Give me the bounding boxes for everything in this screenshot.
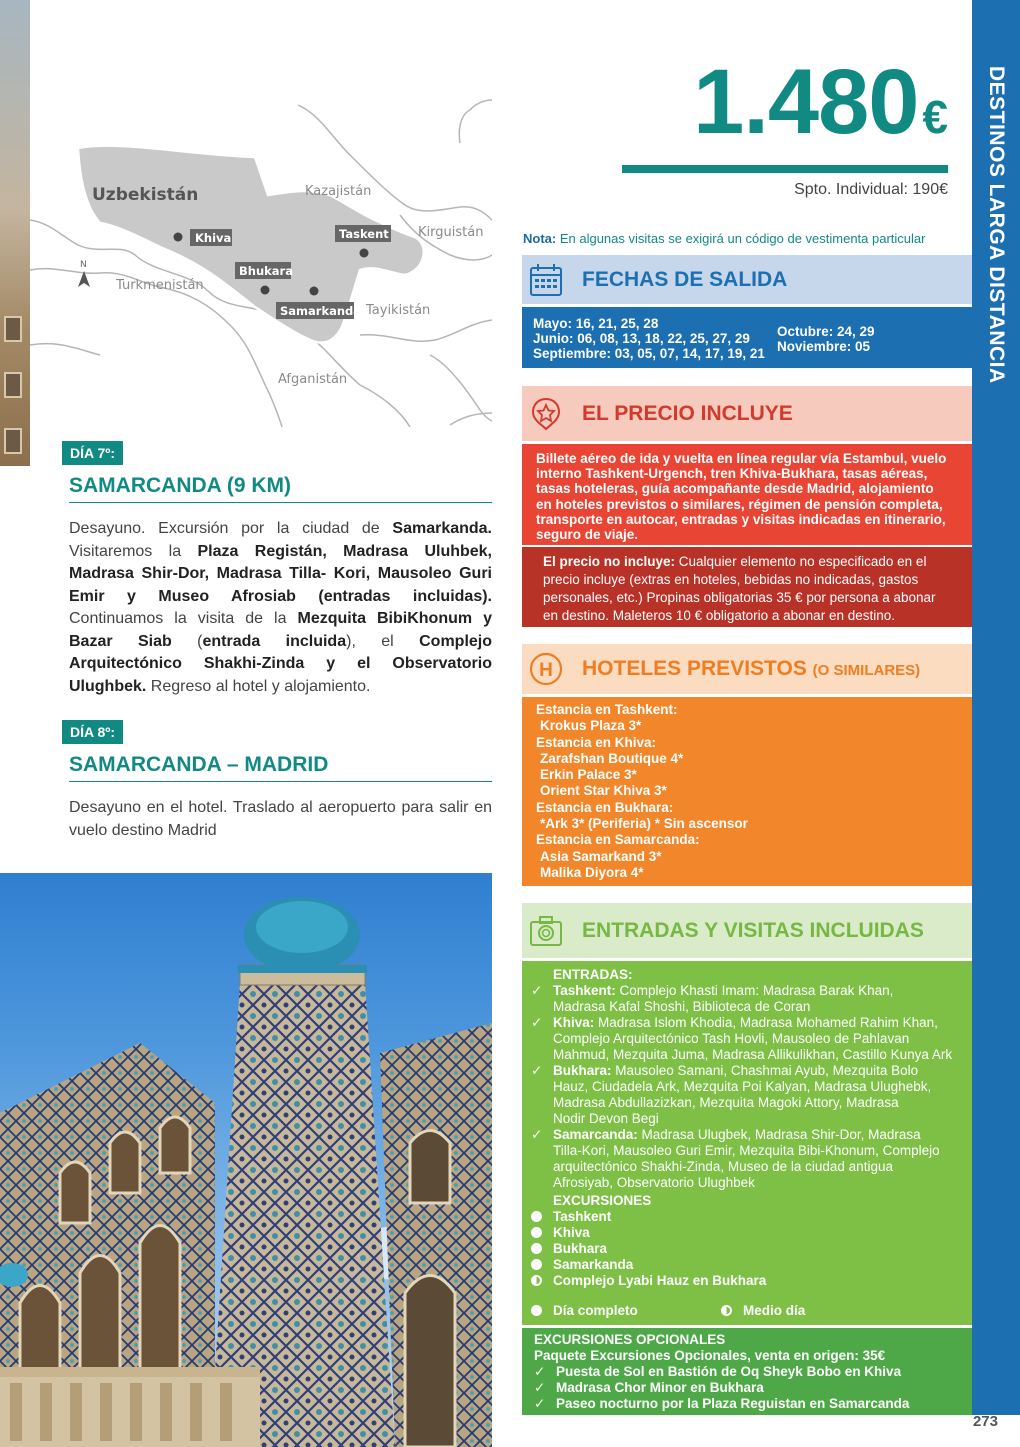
excursion-name: Khiva: [553, 1225, 590, 1240]
hotel-city-label: Estancia en Bukhara:: [536, 799, 674, 815]
description-segment: Mezquita BibiKhonum y Bazar Siab: [69, 610, 493, 650]
hotels-title-text: HOTELES PREVISTOS: [582, 657, 807, 680]
day-7-description: [69, 518, 492, 698]
camera-icon: [528, 913, 564, 949]
entry-line-text: Mahmud, Mezquita Juma, Madrasa Allikulikhan, Castillo Kunya Ark: [553, 1047, 953, 1062]
full-day-circle-icon: [531, 1211, 542, 1222]
optional-item: Puesta de Sol en Bastión de Oq Sheyk Bobo en Khiva: [556, 1364, 902, 1379]
dates-line: Junio: 06, 08, 13, 18, 22, 25, 27, 29: [533, 331, 750, 346]
day-8-title: SAMARCANDA – MADRID: [69, 753, 492, 782]
includes-line: interno Tashkent-Urgench, tren Khiva-Bukhara, tasas aéreas,: [536, 466, 928, 482]
description-segment: Continuamos la visita de la: [69, 610, 298, 627]
check-icon: ✓: [531, 1063, 543, 1078]
legend-half-day: [721, 1303, 805, 1319]
half-day-circle-icon: [531, 1275, 542, 1286]
dates-line: Noviembre: 05: [777, 339, 871, 354]
dates-right-column: [777, 324, 875, 354]
full-day-circle-icon: [531, 1259, 542, 1270]
madrasa-photo: [0, 873, 492, 1447]
bullet: [531, 1209, 553, 1225]
entry-city: Khiva:: [553, 1015, 595, 1030]
excludes-label: El precio no incluye:: [543, 554, 676, 569]
entry-city: Samarcanda:: [553, 1127, 638, 1142]
description-segment: Desayuno. Excursión por la ciudad de: [69, 520, 393, 537]
hotel-city-label: Estancia en Tashkent:: [536, 702, 678, 717]
entry-line-text: Madrasa Kafal Shoshi, Biblioteca de Coran: [553, 999, 811, 1014]
includes-line: tasas hoteleras, guía acompañante desde Madrid, alojamiento: [536, 481, 934, 497]
excursion-name: Samarkanda: [553, 1257, 634, 1272]
check-icon: ✓: [534, 1396, 546, 1411]
description-segment: Complejo Arquitectónico Shakhi-Zinda y el Observatorio Ulughbek.: [69, 632, 492, 695]
price-block: [622, 51, 948, 153]
madrasa-illustration: [0, 873, 492, 1447]
entry-line-text: Complejo Arquitectónico Tash Hovli, Mausoleo de Pahlavan: [553, 1031, 910, 1046]
entry-line: [553, 1111, 931, 1127]
price-value: 1.480: [693, 51, 919, 153]
dates-left-column: [533, 316, 765, 361]
list-item: [531, 1015, 967, 1063]
entry-line-text: arquitectónico Shakhi-Zinda, Museo de la ciudad antigua: [553, 1159, 893, 1174]
map-label-kazakhstan: Kazajistán: [305, 184, 372, 199]
entries-label: ENTRADAS:: [553, 967, 633, 982]
departure-dates-header: [522, 255, 972, 304]
list-item: [534, 1380, 960, 1396]
full-day-circle-icon: [531, 1305, 542, 1316]
entry-line-text: Madrasa Islom Khodia, Madrasa Mohamed Rahim Khan,: [594, 1015, 938, 1030]
map-label-afghanistan: Afganistán: [278, 372, 348, 387]
description-segment: Regreso al hotel y alojamiento.: [146, 677, 371, 695]
entry-city: Bukhara:: [553, 1063, 612, 1078]
hotel-name: Erkin Palace 3*: [540, 767, 637, 783]
optional-excursions-body: [522, 1328, 972, 1415]
section-title-vertical: DESTINOS LARGA DISTANCIA: [985, 66, 1008, 384]
hotel-city-label: Estancia en Khiva:: [536, 734, 657, 750]
excludes-line: personales, etc.) Propinas obligatorias 35 € por persona a abonar: [543, 590, 936, 605]
hotels-header: [522, 644, 972, 694]
includes-line: transporte en autocar, entradas y visitas indicadas en itinerario,: [536, 511, 946, 527]
map-label-turkmenistan: Turkmenistán: [116, 278, 204, 293]
calendar-icon: [528, 262, 564, 298]
map-label-tajikistan: Tayikistán: [366, 303, 431, 318]
hotel-name: Orient Star Khiva 3*: [540, 783, 667, 799]
list-item: [531, 1063, 967, 1127]
entry-text: [553, 983, 893, 1015]
list-item: [531, 1225, 967, 1241]
entry-line-text: Complejo Khasti Imam: Madrasa Barak Khan,: [615, 983, 894, 998]
svg-text:H: H: [539, 660, 553, 681]
includes-line: Billete aéreo de ida y vuelta en línea regular vía Estambul, vuelo: [536, 451, 947, 466]
day-7-badge: DÍA 7º:: [62, 441, 123, 465]
dates-line: Octubre: 24, 29: [777, 324, 875, 339]
single-supplement: Spto. Individual: 190€: [794, 181, 948, 198]
entry-line: [553, 1015, 952, 1031]
entries-list: [531, 967, 967, 1289]
hotel-name: Zarafshan Boutique 4*: [540, 750, 684, 766]
city-tashkent: Taskent: [339, 227, 389, 241]
city-khiva: Khiva: [195, 231, 232, 245]
list-item: [531, 1127, 967, 1191]
excursion-name: Bukhara: [553, 1241, 608, 1256]
price-includes-body: [522, 444, 972, 545]
left-photo-edge: [0, 0, 30, 466]
check-icon: ✓: [534, 1380, 546, 1395]
optional-title: EXCURSIONES OPCIONALES: [534, 1332, 726, 1347]
half-day-circle-icon: [721, 1305, 732, 1316]
day-8-description: [69, 797, 492, 842]
excludes-line: precio incluye (extras en hoteles, bebidas no indicadas, gastos: [543, 572, 919, 587]
hotel-name: *Ark 3* (Periferia) * Sin ascensor: [540, 816, 748, 832]
price-divider: [622, 165, 948, 173]
list-item: [534, 1364, 960, 1380]
dates-line: Septiembre: 03, 05, 07, 14, 17, 19, 21: [533, 346, 765, 361]
window-shape: [4, 372, 22, 398]
dates-line: Mayo: 16, 21, 25, 28: [533, 316, 659, 331]
check-icon: ✓: [534, 1364, 546, 1379]
check-icon: ✓: [531, 1015, 543, 1030]
entry-line: [553, 1159, 940, 1175]
entry-line-text: Mausoleo Samani, Chashmai Ayub, Mezquita Bolo: [611, 1063, 919, 1078]
bullet: [531, 1273, 553, 1289]
entry-line-text: Madrasa Abdullazizkan, Mezquita Magoki Attory, Madrasa: [553, 1095, 899, 1110]
list-item: [531, 1273, 967, 1289]
entry-line-text: Afrosiyab, Observatorio Ulughbek: [553, 1175, 755, 1190]
window-shape: [4, 316, 22, 342]
dress-code-note: [523, 231, 925, 246]
price-excludes-body: [522, 547, 972, 627]
hotel-city-label: Estancia en Samarcanda:: [536, 832, 700, 848]
entry-line: [553, 1143, 940, 1159]
price-currency: €: [922, 91, 948, 143]
page-number: 273: [972, 1413, 998, 1430]
route-map: [30, 95, 492, 427]
entries-title: ENTRADAS Y VISITAS INCLUIDAS: [582, 918, 924, 942]
description-segment: Desayuno en el hotel. Traslado al aeropuerto para salir en vuelo destino Madrid: [69, 799, 492, 839]
departure-dates-body: [522, 307, 972, 368]
excursion-name: Tashkent: [553, 1209, 612, 1224]
entry-line: [553, 1047, 952, 1063]
check-icon: ✓: [531, 1127, 543, 1142]
includes-line: seguro de viaje.: [536, 527, 639, 543]
day-7-title: SAMARCANDA (9 KM): [69, 474, 492, 503]
entries-body: [522, 961, 972, 1325]
check-icon: ✓: [531, 983, 543, 998]
map-country-label: Uzbekistán: [92, 185, 199, 205]
hotel-name: Asia Samarkand 3*: [540, 848, 662, 864]
list-item: [531, 1209, 967, 1225]
excludes-line: Cualquier elemento no especificado en el: [675, 554, 927, 569]
bullet: [531, 1241, 553, 1257]
optional-item: Madrasa Chor Minor en Bukhara: [556, 1380, 764, 1395]
optional-package: Paquete Excursiones Opcionales, venta en origen: 35€: [534, 1348, 886, 1363]
side-band: [972, 0, 1020, 1415]
entry-line-text: Tilla-Kori, Mausoleo Guri Emir, Mezquita Bibi-Khonum, Complejo: [553, 1143, 940, 1158]
description-segment: entrada incluida: [202, 632, 347, 650]
bullet: [531, 1257, 553, 1273]
excursion-legend: [531, 1303, 967, 1319]
entry-line: [553, 1063, 931, 1079]
price-includes-header: [522, 386, 972, 441]
bullet: [531, 1225, 553, 1241]
hotel-name: Malika Diyora 4*: [540, 864, 644, 880]
includes-line: en hoteles previstos o similares, régimen de pensión completa,: [536, 496, 943, 512]
legend-half-label: Medio día: [743, 1303, 806, 1318]
description-segment: (: [171, 632, 203, 650]
entry-text: [553, 1015, 952, 1063]
hotels-body: [522, 697, 972, 886]
note-label: Nota:: [523, 231, 557, 246]
entry-line: [553, 1079, 931, 1095]
hotels-title: [582, 657, 920, 681]
entry-line-text: Madrasa Ulugbek, Madrasa Shir-Dor, Madrasa: [637, 1127, 921, 1142]
window-shape: [4, 428, 22, 454]
optional-item: Paseo nocturno por la Plaza Reguistan en Samarcanda: [556, 1396, 910, 1411]
list-item: [531, 1257, 967, 1273]
day-8-badge: DÍA 8º:: [62, 720, 123, 744]
hotels-title-suffix: (O SIMILARES): [812, 662, 921, 679]
description-segment: ), el: [346, 632, 420, 650]
entry-line-text: Nodir Devon Begi: [553, 1111, 659, 1126]
excursion-name: Complejo Lyabi Hauz en Bukhara: [553, 1273, 767, 1288]
list-item: [531, 1241, 967, 1257]
departure-dates-title: FECHAS DE SALIDA: [582, 267, 788, 291]
list-item: [534, 1396, 960, 1412]
entry-text: [553, 1063, 931, 1127]
city-bukhara: Bhukara: [239, 264, 293, 278]
list-item: [531, 983, 967, 1015]
map-label-kyrgyzstan: Kirguistán: [418, 225, 484, 240]
full-day-circle-icon: [531, 1243, 542, 1254]
excursions-label: EXCURSIONES: [553, 1193, 652, 1208]
hotel-name: Krokus Plaza 3*: [540, 718, 642, 734]
entries-header: [522, 903, 972, 958]
entry-line: [553, 1127, 940, 1143]
north-label: N: [80, 260, 87, 270]
entry-line-text: Hauz, Ciudadela Ark, Mezquita Poi Kalyan, Madrasa Ulughebk,: [553, 1079, 932, 1094]
entry-line: [553, 1095, 931, 1111]
entry-text: [553, 1127, 940, 1191]
entry-city: Tashkent:: [553, 983, 616, 998]
entry-line: [553, 1031, 952, 1047]
entry-line: [553, 999, 893, 1015]
entry-line: [553, 1175, 940, 1191]
entry-line: [553, 983, 893, 999]
description-segment: Samarkanda.: [392, 520, 492, 537]
price-includes-title: EL PRECIO INCLUYE: [582, 401, 793, 425]
excludes-line: en destino. Maleteros 10 € obligatorio a abonar en destino.: [543, 608, 895, 623]
city-samarkand: Samarkanda: [280, 304, 362, 318]
legend-full-day: [531, 1303, 721, 1319]
star-badge-icon: [528, 396, 564, 432]
hotel-icon: [528, 651, 564, 687]
description-segment: Visitaremos la: [69, 542, 198, 560]
full-day-circle-icon: [531, 1227, 542, 1238]
description-segment: Plaza Registán, Madrasa Uluhbek, Madrasa Shir-Dor, Madrasa Tilla- Kori, Mausoleo Guri Emir y Museo Afrosiab (entradas incluidas).: [69, 542, 492, 605]
note-text: En algunas visitas se exigirá un código de vestimenta particular: [556, 231, 926, 246]
legend-full-label: Día completo: [553, 1303, 638, 1318]
